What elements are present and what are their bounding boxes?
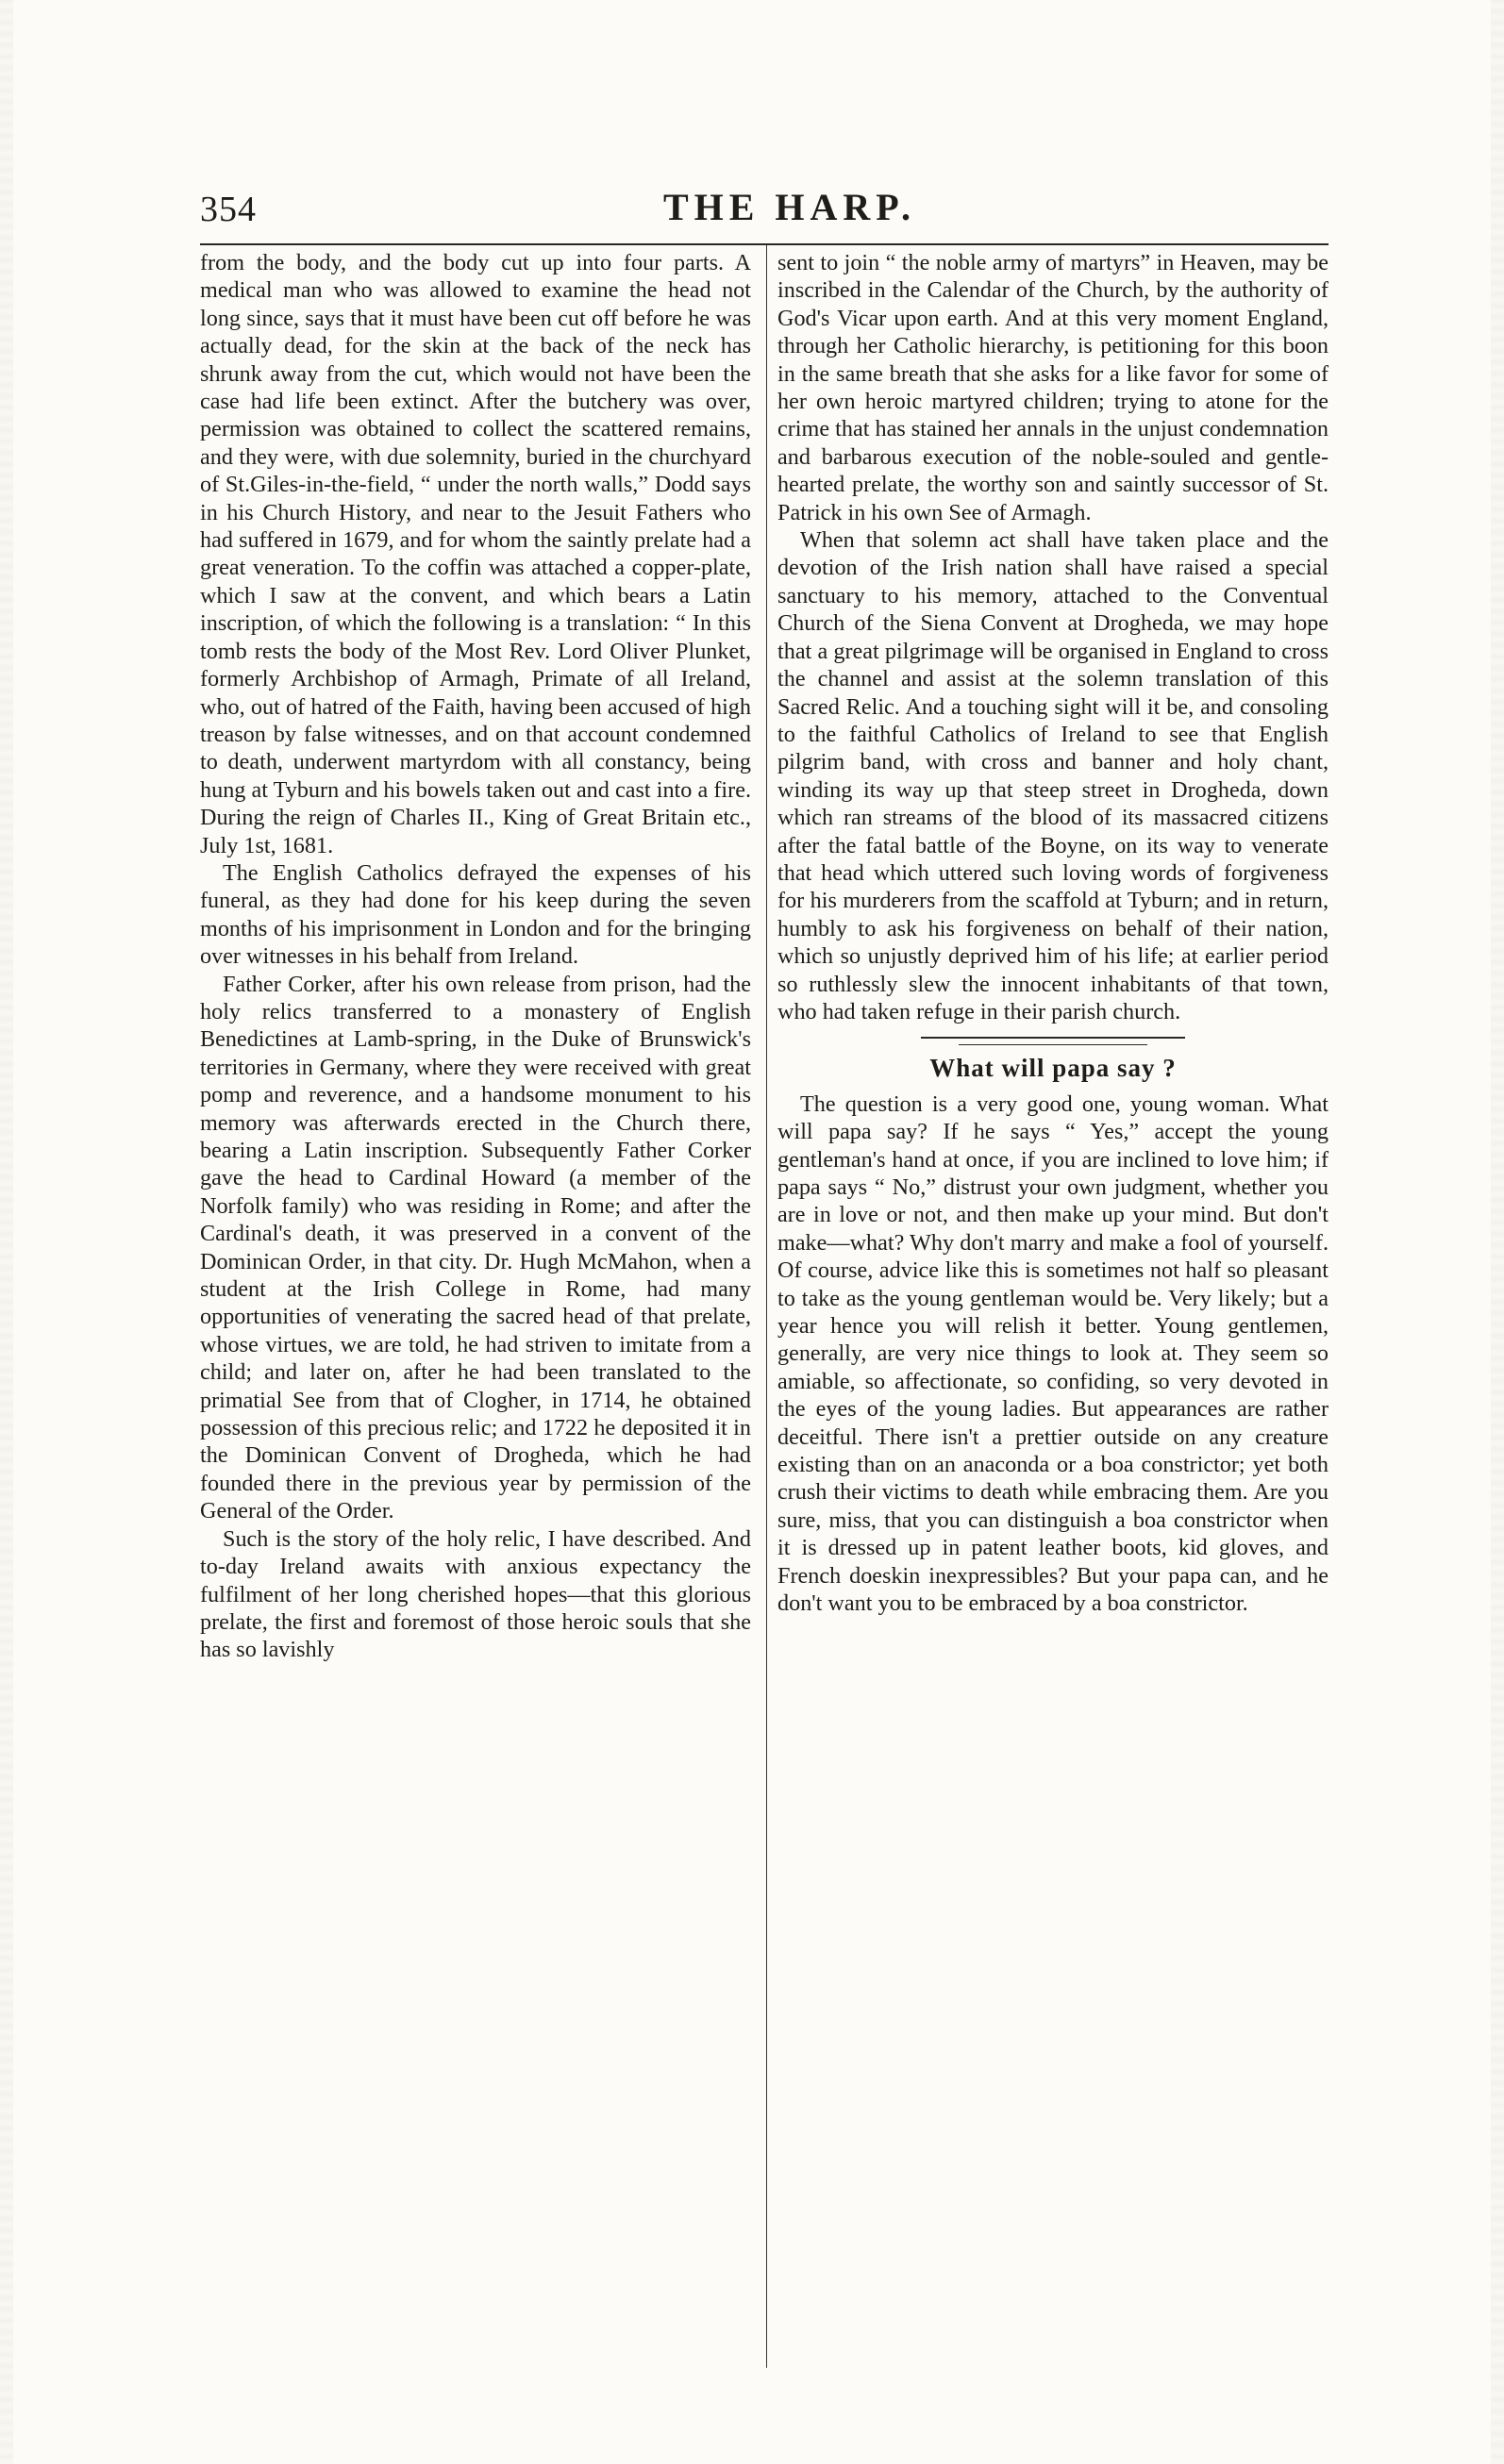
header-rule <box>200 243 1329 245</box>
paragraph: from the body, and the body cut up into four parts. A medical man who was allowed to examine the head not long since, says that it must have been cut off before he was actually dead, for the skin at the back of the neck has shrunk away from the cut, which would not have been the case had life been extinct. After the butchery was over, permission was obtained to collect the scattered remains, and they were, with due solemnity, buried in the churchyard of St.Giles-in-the-field, “ under the north walls,” Dodd says in his Church History, and near to the Jesuit Fathers who had suffered in 1679, and for whom the saintly prelate had a great veneration. To the coffin was attached a copper-plate, which I saw at the convent, and which bears a Latin inscription, of which the following is a translation: “ In this tomb rests the body of the Most Rev. Lord Oliver Plunket, formerly Archbishop of Armagh, Primate of all Ireland, who, out of hatred of the Faith, having been accused of high treason by false witnesses, and on that account condemned to death, underwent martyrdom with all constancy, being hung at Tyburn and his bowels taken out and cast into a fire. During the reign of Charles II., King of Great Britain etc., July 1st, 1681. <box>200 250 751 858</box>
left-column <box>200 249 751 1664</box>
paragraph: The question is a very good one, young woman. What will papa say? If he says “ Yes,” accept the young gentleman's hand at once, if you are inclined to love him; if papa says “ No,” distrust your own judgment, whether you are in love or not, and then make up your mind. But don't make—what? Why don't marry and make a fool of yourself. Of course, advice like this is sometimes not half so pleasant to take as the young gentleman would be. Very likely; but a year hence you will relish it better. Young gentlemen, generally, are very nice things to look at. They seem so amiable, so affectionate, so confiding, so very devoted in the eyes of the young ladies. But appearances are rather deceitful. There isn't a prettier outside on any creature existing than on an anaconda or a boa constrictor; yet both crush their victims to death while embracing them. Are you sure, miss, that you can distinguish a boa constrictor when it is dressed up in patent leather boots, kid gloves, and French doeskin inexpressibles? But your papa can, and he don't want you to be embraced by a boa constrictor. <box>777 1090 1329 1617</box>
paragraph: The English Catholics defrayed the expenses of his funeral, as they had done for his keep during the seven months of his imprisonment in London and for the bringing over witnesses in his behalf from Ireland. <box>200 859 751 970</box>
paragraph: When that solemn act shall have taken place and the devotion of the Irish nation shall have raised a special sanctuary to his memory, attached to the Conventual Church of the Siena Convent at Drogheda, we may hope that a great pilgrimage will be organised in England to cross the channel and assist at the solemn translation of this Sacred Relic. And a touching sight will it be, and consoling to the faithful Catholics of Ireland to see that English pilgrim band, with cross and banner and holy chant, winding its way up that steep street in Drogheda, down which ran streams of the blood of its massacred citizens after the fatal battle of the Boyne, on its way to venerate that head which uttered such loving words of forgiveness for his murderers from the scaffold at Tyburn; and in return, humbly to ask his forgiveness on behalf of their nation, which so unjustly deprived him of his life; at earlier period so ruthlessly slew the innocent inhabitants of that town, who had taken refuge in their parish church. <box>777 527 1329 1024</box>
paragraph: Such is the story of the holy relic, I have described. And to-day Ireland awaits with anxious expectancy the fulfilment of her long cherished hopes—that this glorious prelate, the first and foremost of those heroic souls that she has so lavishly <box>200 1525 751 1663</box>
article-separator-rule <box>921 1037 1185 1039</box>
scan-edge-left <box>0 0 13 2464</box>
scan-edge-right <box>1491 0 1504 2464</box>
page-number: 354 <box>200 190 257 229</box>
column-divider <box>766 245 767 2368</box>
article-separator-rule <box>959 1044 1147 1045</box>
article-title: What will papa say ? <box>929 1054 1177 1083</box>
right-column <box>777 249 1329 1618</box>
paragraph: sent to join “ the noble army of martyrs” in Heaven, may be inscribed in the Calendar of the Church, by the authority of God's Vicar upon earth. And at this very moment England, through her Catholic hierarchy, is petitioning for this boon in the same breath that she asks for a like favor for some of her own heroic martyred children; trying to atone for the crime that has stained her annals in the unjust condemnation and barbarous execution of the noble-souled and gentle-hearted prelate, the worthy son and saintly successor of St. Patrick in his own See of Armagh. <box>777 250 1329 525</box>
running-title: THE HARP. <box>662 186 917 228</box>
paragraph: Father Corker, after his own release from prison, had the holy relics transferred to a monastery of English Benedictines at Lamb-spring, in the Duke of Brunswick's territories in Germany, where they were received with great pomp and reverence, and a handsome monument to his memory was afterwards erected in the Church there, bearing a Latin inscription. Subsequently Father Corker gave the head to Cardinal Howard (a member of the Norfolk family) who was residing in Rome; and after the Cardinal's death, it was preserved in a convent of the Dominican Order, in that city. Dr. Hugh McMahon, when a student at the Irish College in Rome, had many opportunities of venerating the sacred head of that prelate, whose virtues, we are told, he had striven to imitate from a child; and later on, after he had been translated to the primatial See from that of Clogher, in 1714, he obtained possession of this precious relic; and 1722 he deposited it in the Dominican Convent of Drogheda, which he had founded there in the previous year by permission of the General of the Order. <box>200 971 751 1524</box>
